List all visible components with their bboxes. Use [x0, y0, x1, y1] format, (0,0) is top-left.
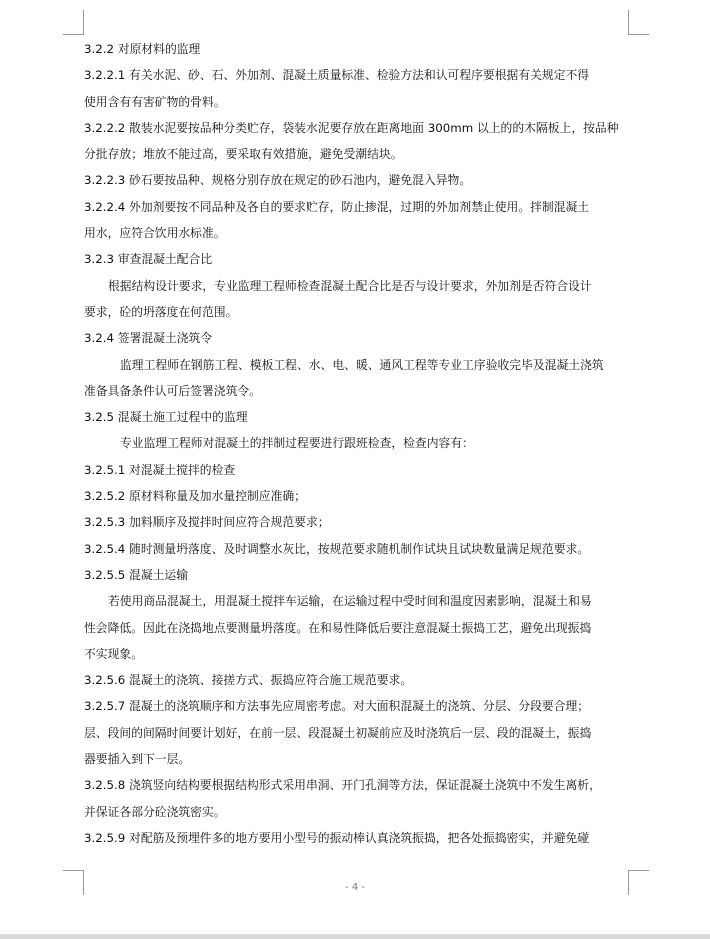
heading-3-2-2: 3.2.2 对原材料的监理	[84, 42, 201, 56]
paragraph-line: 使用含有有害矿物的骨料。	[84, 94, 226, 109]
paragraph-line: 3.2.5.3 加料顺序及搅拌时间应符合规范要求；	[84, 515, 330, 530]
paragraph-line: 并保证各部分砼浇筑密实。	[84, 804, 226, 819]
heading-3-2-4: 3.2.4 签署混凝土浇筑令	[84, 331, 213, 346]
paragraph-line: 3.2.2.2 散装水泥要按品种分类贮存，袋装水泥要存放在距离地面 300mm 以上的的木隔板上，按品种	[84, 120, 619, 135]
paragraph-line: 监理工程师在钢筋工程、模板工程、水、电、暖、通风工程等专业工序验收完毕及混凝土浇筑	[120, 357, 604, 372]
paragraph-line: 性会降低。因此在浇捣地点要测量坍落度。在和易性降低后要注意混凝土振捣工艺，避免出现振捣	[84, 620, 592, 635]
paragraph-line: 3.2.5.7 混凝土的浇筑顺序和方法事先应周密考虑。对大面积混凝土的浇筑、分层、分段要合理；	[84, 699, 590, 714]
document-body	[84, 36, 630, 851]
paragraph-line: 分批存放；堆放不能过高，要采取有效措施，避免受潮结块。	[84, 147, 403, 162]
paragraph-line: 层、段间的间隔时间要计划好，在前一层、段混凝土初凝前应及时浇筑后一层、段的混凝土，振捣	[84, 725, 592, 740]
paragraph-line: 3.2.5.8 浇筑竖向结构要根据结构形式采用串洞、开门孔洞等方法，保证混凝土浇筑中不发生离析，	[84, 778, 601, 793]
paragraph-line: 若使用商品混凝土，用混凝土搅拌车运输，在运输过程中受时间和温度因素影响，混凝土和易	[108, 594, 592, 609]
paragraph-line: 要求，砼的坍落度在何范围。	[84, 304, 238, 319]
paragraph-line: 准备具备条件认可后签署浇筑令。	[84, 383, 261, 398]
paragraph-line: 3.2.2.1 有关水泥、砂、石、外加剂、混凝土质量标准、检验方法和认可程序要根据有关规定不得	[84, 68, 590, 83]
paragraph-line: 器要插入到下一层。	[84, 752, 191, 767]
paragraph-line: 3.2.5.2 原材料称量及加水量控制应准确；	[84, 489, 306, 504]
paragraph-line: 3.2.5.6 混凝土的浇筑、接搓方式、振捣应符合施工规范要求。	[84, 673, 413, 688]
paragraph-line: 不实现象。	[84, 646, 143, 661]
heading-3-2-5: 3.2.5 混凝土施工过程中的监理	[84, 410, 248, 425]
paragraph-line: 3.2.2.4 外加剂要按不同品种及各自的要求贮存，防止掺混，过期的外加剂禁止使用。拌制混凝土	[84, 199, 590, 214]
paragraph-line: 3.2.5.9 对配筋及预埋件多的地方要用小型号的振动棒认真浇筑振捣，把各处振捣密实，并避免碰	[84, 830, 590, 845]
heading-3-2-3: 3.2.3 审查混凝土配合比	[84, 252, 213, 267]
paragraph-line: 专业监理工程师对混凝土的拌制过程要进行跟班检查，检查内容有：	[120, 436, 474, 451]
heading-3-2-5-5: 3.2.5.5 混凝土运输	[84, 567, 189, 582]
corner-mark-top-left	[63, 10, 84, 35]
paragraph-line: 3.2.2.3 砂石要按品种、规格分别存放在规定的砂石池内，避免混入异物。	[84, 173, 472, 188]
paragraph-line: 3.2.5.1 对混凝土搅拌的检查	[84, 462, 236, 477]
page-bottom-edge	[0, 934, 710, 939]
paragraph-line: 根据结构设计要求，专业监理工程师检查混凝土配合比是否与设计要求，外加剂是否符合设计	[108, 278, 592, 293]
page-number: - 4 -	[345, 882, 365, 893]
paragraph-line: 3.2.5.4 随时测量坍落度、及时调整水灰比，按规范要求随机制作试块且试块数量满足规范要求。	[84, 541, 590, 556]
corner-mark-top-right	[628, 10, 649, 35]
paragraph-line: 用水，应符合饮用水标准。	[84, 226, 226, 241]
